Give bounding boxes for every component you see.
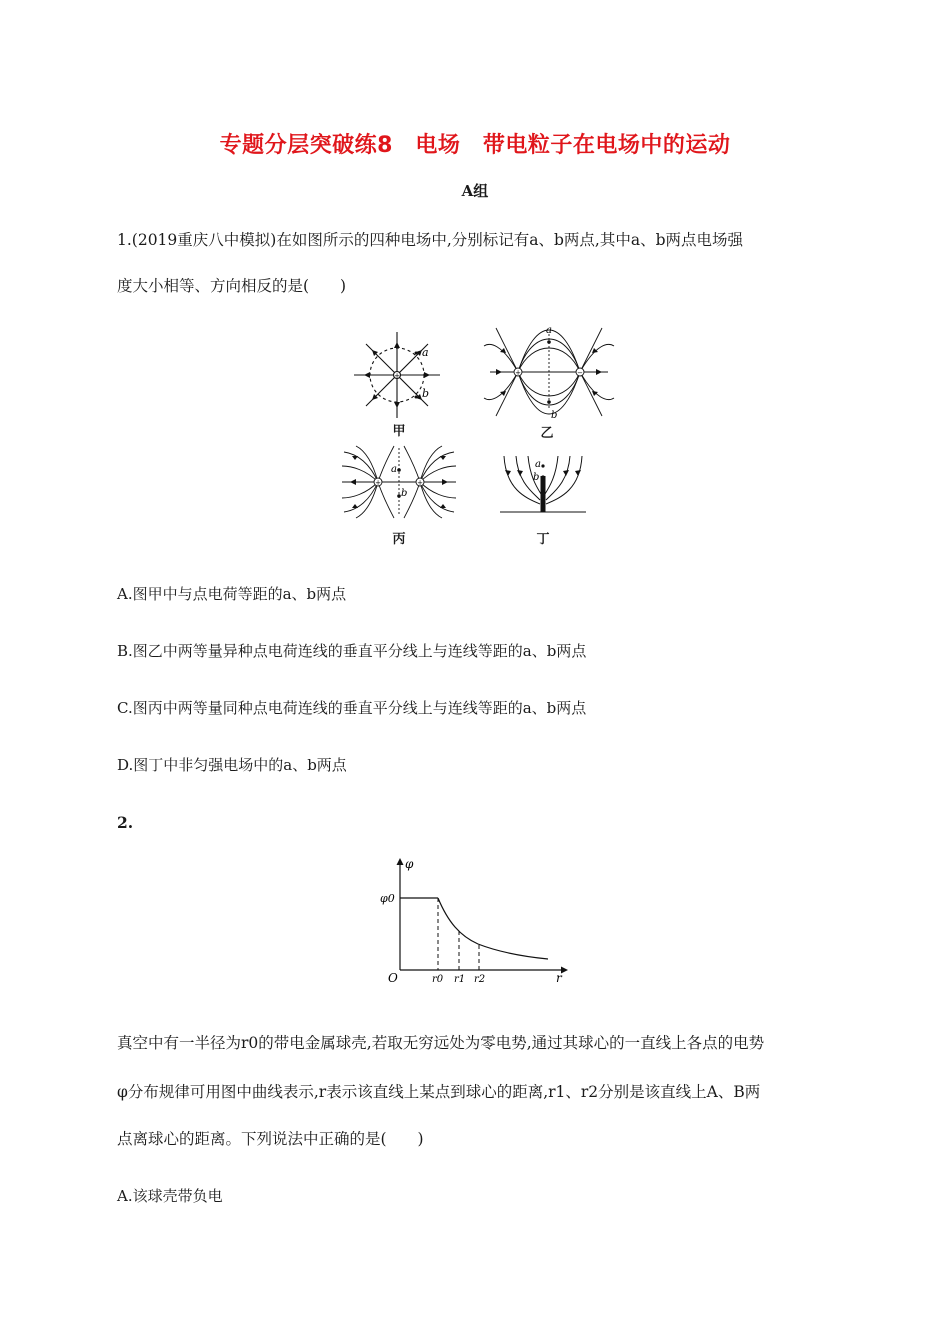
fig-yi-label-b: b <box>551 410 558 421</box>
graph-y-label: φ <box>405 857 414 871</box>
graph-tick-r1: r1 <box>454 974 466 984</box>
q1-option-d: D.图丁中非匀强电场中的a、b两点 <box>117 756 347 774</box>
svg-text:+: + <box>394 372 400 380</box>
group-heading: A组 <box>461 182 489 200</box>
page-title: 专题分层突破练8 电场 带电粒子在电场中的运动 <box>219 133 731 158</box>
fig-jia-label-b: b <box>422 387 430 400</box>
fig-bing-label-a: a <box>391 464 397 475</box>
fig-bing-label-b: b <box>401 488 408 499</box>
q2-number: 2. <box>117 813 134 832</box>
fig-caption-bing: 丙 <box>392 532 406 547</box>
svg-text:+: + <box>515 369 521 377</box>
svg-text:+: + <box>375 479 381 487</box>
q2-option-a: A.该球壳带负电 <box>117 1187 223 1205</box>
q1-stem-line1: 1.(2019重庆八中模拟)在如图所示的四种电场中,分别标记有a、b两点,其中a、b两点电场强 <box>117 231 744 249</box>
figure-jia <box>352 330 442 420</box>
q1-option-c: C.图丙中两等量同种点电荷连线的垂直平分线上与连线等距的a、b两点 <box>117 699 587 717</box>
fig-caption-ding: 丁 <box>536 532 550 547</box>
graph-x-label: r <box>556 971 562 984</box>
phi-r-graph <box>378 852 572 984</box>
fig-yi-label-a: a <box>546 325 552 336</box>
figure-yi <box>482 322 616 422</box>
fig-caption-jia: 甲 <box>392 424 406 439</box>
fig-ding-label-a: a <box>535 459 541 470</box>
q1-option-a: A.图甲中与点电荷等距的a、b两点 <box>117 585 347 603</box>
figure-ding <box>500 450 586 516</box>
q2-stem-line3: 点离球心的距离。下列说法中正确的是( ) <box>117 1130 424 1148</box>
fig-jia-label-a: a <box>422 346 429 359</box>
svg-text:−: − <box>577 369 583 377</box>
fig-ding-label-b: b <box>533 472 540 483</box>
q1-stem-line2: 度大小相等、方向相反的是( ) <box>117 277 347 295</box>
graph-phi0-label: φ0 <box>380 892 395 905</box>
fig-caption-yi: 乙 <box>540 426 554 441</box>
q2-stem-line1: 真空中有一半径为r0的带电金属球壳,若取无穷远处为零电势,通过其球心的一直线上各点的电势 <box>117 1034 765 1052</box>
q2-stem-line2: φ分布规律可用图中曲线表示,r表示该直线上某点到球心的距离,r1、r2分别是该直线上A、B两 <box>117 1083 761 1101</box>
graph-origin-label: O <box>388 971 398 984</box>
graph-tick-r2: r2 <box>474 974 486 984</box>
q1-option-b: B.图乙中两等量异种点电荷连线的垂直平分线上与连线等距的a、b两点 <box>117 642 587 660</box>
graph-tick-r0: r0 <box>432 974 444 984</box>
svg-text:+: + <box>417 479 423 487</box>
figure-bing <box>340 444 458 520</box>
